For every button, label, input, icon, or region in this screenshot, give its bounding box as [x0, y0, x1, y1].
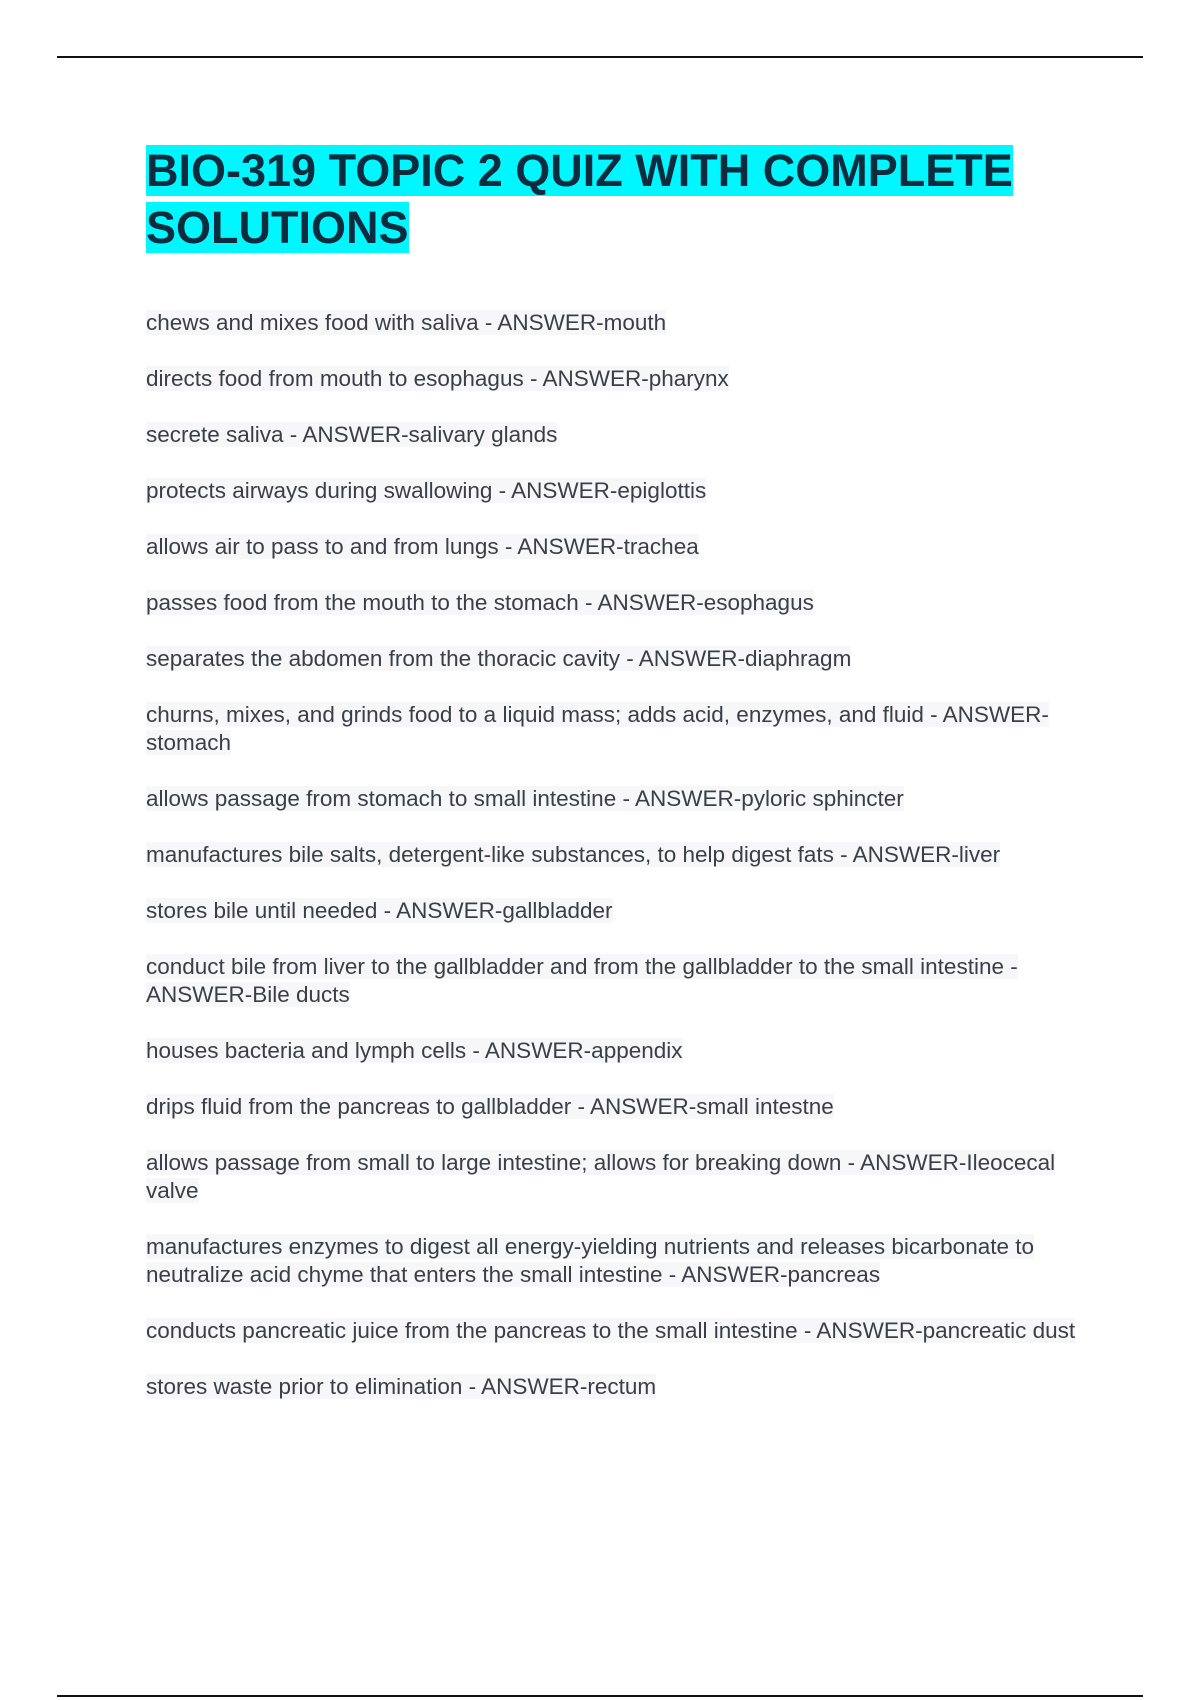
page-title	[146, 142, 1096, 256]
list-item: stores waste prior to elimination - ANSWER-rectum	[146, 1374, 657, 1399]
page-title-text: BIO-319 TOPIC 2 QUIZ WITH COMPLETE SOLUTIONS	[146, 145, 1013, 253]
list-item: houses bacteria and lymph cells - ANSWER-appendix	[146, 1038, 683, 1063]
list-item: allows passage from small to large intestine; allows for breaking down - ANSWER-Ileocecal valve	[146, 1150, 1056, 1203]
list-item: conduct bile from liver to the gallbladder and from the gallbladder to the small intestine - ANSWER-Bile ducts	[146, 954, 1018, 1007]
footer-rule	[57, 1695, 1143, 1697]
list-item: allows air to pass to and from lungs - ANSWER-trachea	[146, 534, 699, 559]
list-item: stores bile until needed - ANSWER-gallbladder	[146, 898, 613, 923]
list-item: conducts pancreatic juice from the pancreas to the small intestine - ANSWER-pancreatic dust	[146, 1318, 1076, 1343]
header-rule	[57, 56, 1143, 58]
list-item: allows passage from stomach to small intestine - ANSWER-pyloric sphincter	[146, 786, 904, 811]
list-item: drips fluid from the pancreas to gallbladder - ANSWER-small intestne	[146, 1094, 834, 1119]
list-item: passes food from the mouth to the stomach - ANSWER-esophagus	[146, 590, 814, 615]
list-item: churns, mixes, and grinds food to a liquid mass; adds acid, enzymes, and fluid - ANSWER-stomach	[146, 702, 1049, 755]
list-item: chews and mixes food with saliva - ANSWER-mouth	[146, 310, 667, 335]
list-item: separates the abdomen from the thoracic cavity - ANSWER-diaphragm	[146, 646, 852, 671]
list-item: directs food from mouth to esophagus - ANSWER-pharynx	[146, 366, 729, 391]
document-body	[146, 142, 1096, 1429]
question-answer-list	[146, 309, 1096, 1401]
list-item: protects airways during swallowing - ANSWER-epiglottis	[146, 478, 707, 503]
list-item: manufactures enzymes to digest all energy-yielding nutrients and releases bicarbonate to neutralize acid chyme that enters the small intestine - ANSWER-pancreas	[146, 1234, 1035, 1287]
list-item: secrete saliva - ANSWER-salivary glands	[146, 422, 558, 447]
list-item: manufactures bile salts, detergent-like substances, to help digest fats - ANSWER-liver	[146, 842, 1001, 867]
